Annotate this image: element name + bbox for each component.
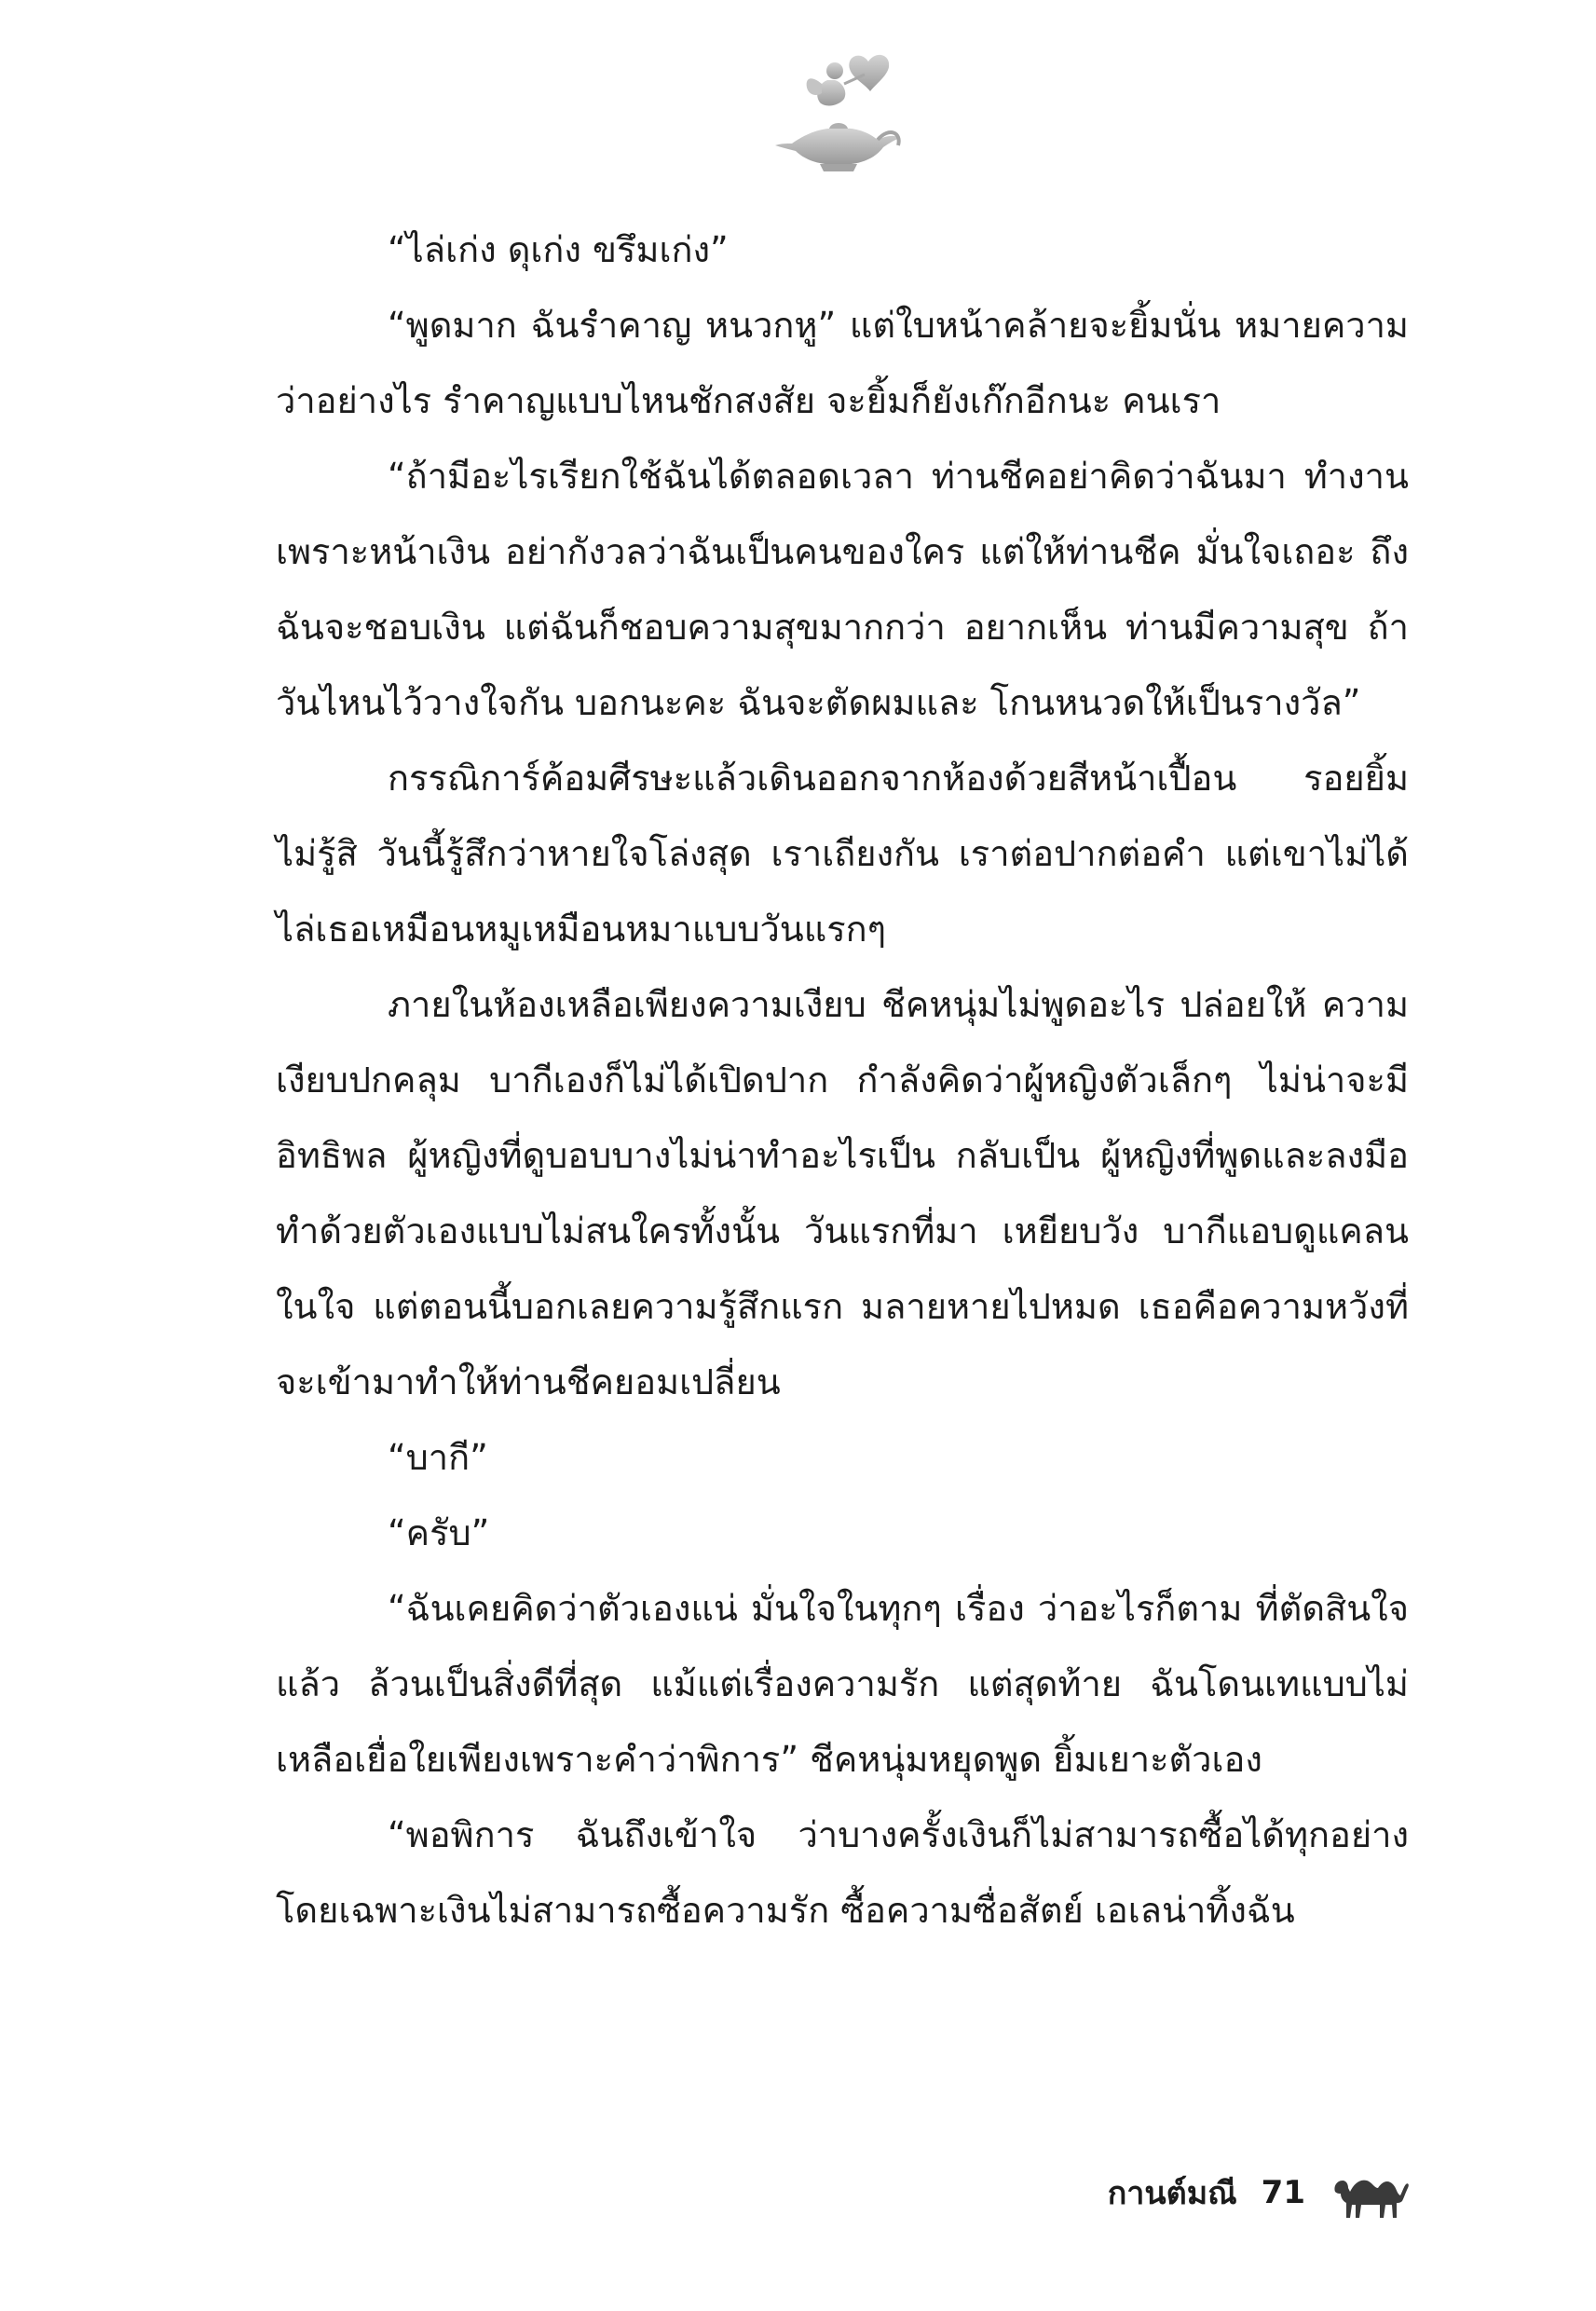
paragraph: ภายในห้องเหลือเพียงความเงียบ ชีคหนุ่มไม่พูดอะไร ปล่อยให้ ความเงียบปกคลุม บากีเองก็ไม่ได้เปิดปาก กำลังคิดว่าผู้หญิงตัวเล็กๆ ไม่น่าจะมีอิทธิพล ผู้หญิงที่ดูบอบบางไม่น่าทำอะไรเป็น กลับเป็น ผู้หญิงที่พูดและลงมือทำด้วยตัวเองแบบไม่สนใครทั้งนั้น วันแรกที่มา เหยียบวัง บากีแอบดูแคลนในใจ แต่ตอนนี้บอกเลยความรู้สึกแรก มลายหายไปหมด เธอคือความหวังที่จะเข้ามาทำให้ท่านชีคยอมเปลี่ยน [276,984,1409,1402]
paragraph: กรรณิการ์ค้อมศีรษะแล้วเดินออกจากห้องด้วยสีหน้าเปื้อน รอยยิ้ม ไม่รู้สิ วันนี้รู้สึกว่าหายใจโล่งสุด เราเถียงกัน เราต่อปากต่อคำ แต่เขาไม่ได้ไล่เธอเหมือนหมูเหมือนหมาแบบวันแรกๆ [276,758,1409,950]
page-number: 71 [1261,2174,1305,2211]
paragraph: “พูดมาก ฉันรำคาญ หนวกหู” แต่ใบหน้าคล้ายจะยิ้มนั่น หมายความว่าอย่างไร รำคาญแบบไหนชักสงสัย จะยิ้มก็ยังเก๊กอีกนะ คนเรา [276,305,1409,421]
paragraph: “พอพิการ ฉันถึงเข้าใจ ว่าบางครั้งเงินก็ไม่สามารถซื้อได้ทุกอย่าง โดยเฉพาะเงินไม่สามารถซื้อความรัก ซื้อความซื่อสัตย์ เอเลน่าทิ้งฉัน [276,1814,1409,1931]
paragraph: “ครับ” [388,1512,490,1553]
paragraph: “บากี” [388,1437,488,1478]
paragraph: “ไล่เก่ง ดุเก่ง ขรึมเก่ง” [388,229,729,270]
page-footer [1108,2160,1410,2225]
paragraph: “ถ้ามีอะไรเรียกใช้ฉันได้ตลอดเวลา ท่านชีคอย่าคิดว่าฉันมา ทำงานเพราะหน้าเงิน อย่ากังวลว่าฉันเป็นคนของใคร แต่ให้ท่านชีค มั่นใจเถอะ ถึงฉันจะชอบเงิน แต่ฉันก็ชอบความสุขมากกว่า อยากเห็น ท่านมีความสุข ถ้าวันไหนไว้วางใจกัน บอกนะคะ ฉันจะตัดผมและ โกนหนวดให้เป็นรางวัล” [276,456,1409,723]
magic-lamp-heart-icon [764,47,913,177]
body-text [276,212,1409,1949]
camel-icon [1330,2164,1410,2222]
book-title: กานต์มณี [1107,2175,1237,2212]
paragraph: “ฉันเคยคิดว่าตัวเองแน่ มั่นใจในทุกๆ เรื่อง ว่าอะไรก็ตาม ที่ตัดสินใจแล้ว ล้วนเป็นสิ่งดีที่สุด แม้แต่เรื่องความรัก แต่สุดท้าย ฉันโดนเทแบบไม่เหลือเยื่อใยเพียงเพราะคำว่าพิการ” ชีคหนุ่มหยุดพูด ยิ้มเยาะตัวเอง [276,1588,1409,1780]
